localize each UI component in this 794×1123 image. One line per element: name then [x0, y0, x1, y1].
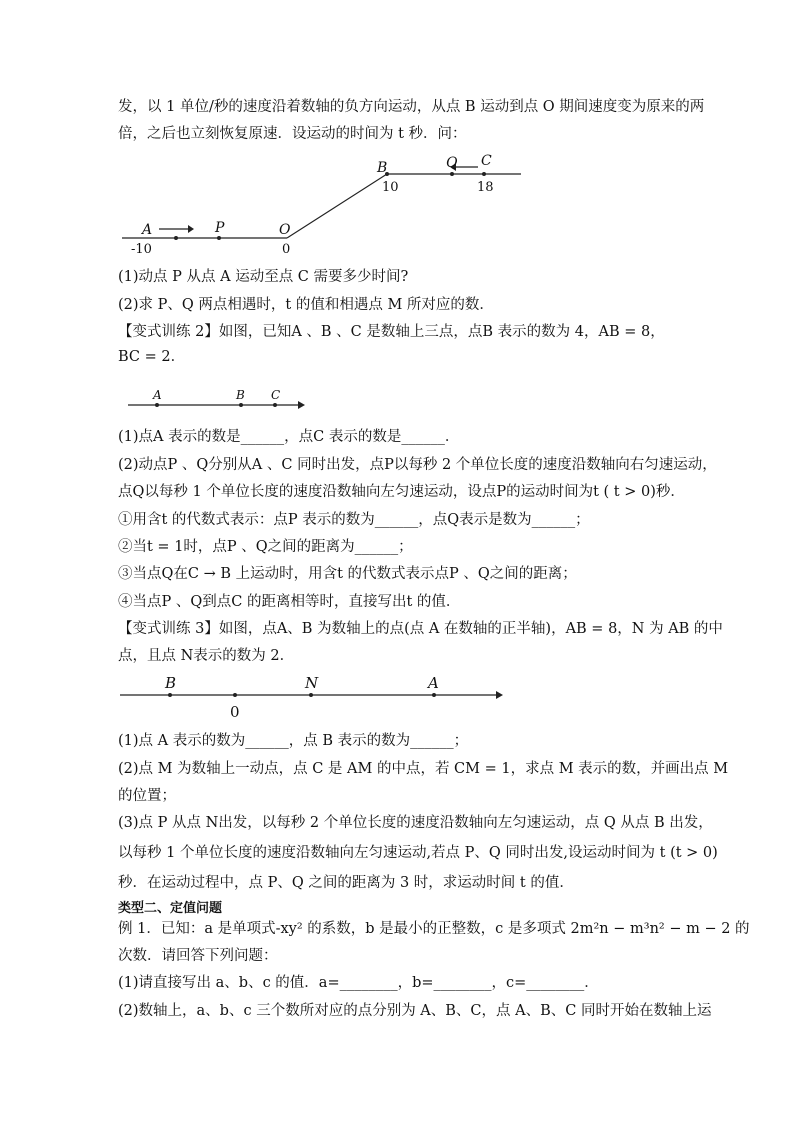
example-line: 例 1．已知：a 是单项式-xy² 的系数，b 是最小的正整数，c 是多项式 2m²n − m³n² − m − 2 的: [118, 921, 750, 937]
text-line: 秒．在运动过程中，点 P、Q 之间的距离为 3 时，求运动时间 t 的值．: [118, 875, 574, 891]
text-line: ④当点P 、Q到点C 的距离相等时，直接写出t 的值．: [118, 594, 461, 610]
text-line: 次数．请回答下列问题：: [118, 948, 278, 964]
text-line: (3)点 P 从点 N出发，以每秒 2 个单位长度的速度沿数轴向左匀速运动，点 Q 从点 B 出发，: [118, 815, 713, 831]
text-line: (1)点 A 表示的数为______，点 B 表示的数为______；: [118, 733, 469, 749]
fig1-label-b: B: [377, 160, 388, 176]
text-line: (2)点 M 为数轴上一动点，点 C 是 AM 的中点，若 CM = 1，求点 M 表示的数，并画出点 M: [118, 761, 729, 777]
text-line: (1)点A 表示的数是______，点C 表示的数是______．: [118, 429, 460, 445]
fig2-label-c: C: [271, 388, 281, 402]
text-line: 发，以 1 单位/秒的速度沿着数轴的负方向运动，从点 B 运动到点 O 期间速度变为原来的两: [118, 99, 705, 115]
text-line: 【变式训练 2】如图，已知A 、B 、C 是数轴上三点，点B 表示的数为 4，AB = 8，: [118, 324, 665, 340]
text-line: 点Q以每秒 1 个单位长度的速度沿数轴向左匀速运动，设点P的运动时间为t ( t > 0)秒．: [118, 484, 685, 500]
text-line: BC = 2．: [118, 349, 186, 365]
text-line: (1)动点 P 从点 A 运动至点 C 需要多少时间?: [118, 269, 409, 285]
fig1-number-10: 10: [382, 180, 399, 195]
fig3-number-0: 0: [230, 703, 240, 721]
text-line: 【变式训练 3】如图，点A、B 为数轴上的点(点 A 在数轴的正半轴)，AB = 8，N 为 AB 的中: [118, 621, 723, 637]
figure-1-number-line: [0, 150, 794, 260]
fig3-label-a: A: [428, 674, 439, 692]
text-line: (2)动点P 、Q分别从A 、C 同时出发，点P以每秒 2 个单位长度的速度沿数轴向右匀速运动，: [118, 457, 717, 473]
text-line: (2)数轴上，a、b、c 三个数所对应的点分别为 A、B、C，点 A、B、C 同时开始在数轴上运: [118, 1003, 712, 1019]
text-line: 的位置；: [118, 788, 176, 804]
section-heading: 类型二、定值问题: [118, 901, 223, 916]
fig1-label-q: Q: [446, 155, 458, 171]
fig2-label-a: A: [153, 388, 162, 402]
text-line: 以每秒 1 个单位长度的速度沿数轴向左匀速运动,若点 P、Q 同时出发,设运动时间为 t (t > 0): [118, 845, 718, 861]
fig1-number-18: 18: [477, 180, 494, 195]
fig2-label-b: B: [236, 388, 245, 402]
fig3-label-n: N: [305, 674, 319, 692]
figure-3-number-line: [0, 670, 794, 722]
fig1-number-neg10: -10: [131, 242, 152, 257]
text-line: 点，且点 N表示的数为 2．: [118, 648, 295, 664]
text-line: 倍，之后也立刻恢复原速．设运动的时间为 t 秒．问：: [118, 126, 467, 142]
figure-2-number-line: [0, 385, 794, 425]
fig1-label-p: P: [215, 220, 225, 236]
fig1-label-o: O: [279, 222, 291, 238]
text-line: ③当点Q在C → B 上运动时，用含t 的代数式表示点P 、Q之间的距离；: [118, 566, 577, 582]
fig1-number-0: 0: [282, 242, 291, 257]
text-line: ②当t = 1时，点P 、Q之间的距离为______；: [118, 539, 413, 555]
fig1-label-a: A: [142, 222, 153, 238]
fig1-label-c: C: [481, 153, 492, 169]
text-line: (1)请直接写出 a、b、c 的值．a=________，b=________，c=________．: [118, 975, 599, 991]
text-line: ①用含t 的代数式表示：点P 表示的数为______，点Q表示是数为______；: [118, 512, 590, 528]
fig3-label-b: B: [165, 674, 177, 692]
text-line: (2)求 P、Q 两点相遇时，t 的值和相遇点 M 所对应的数．: [118, 297, 494, 313]
